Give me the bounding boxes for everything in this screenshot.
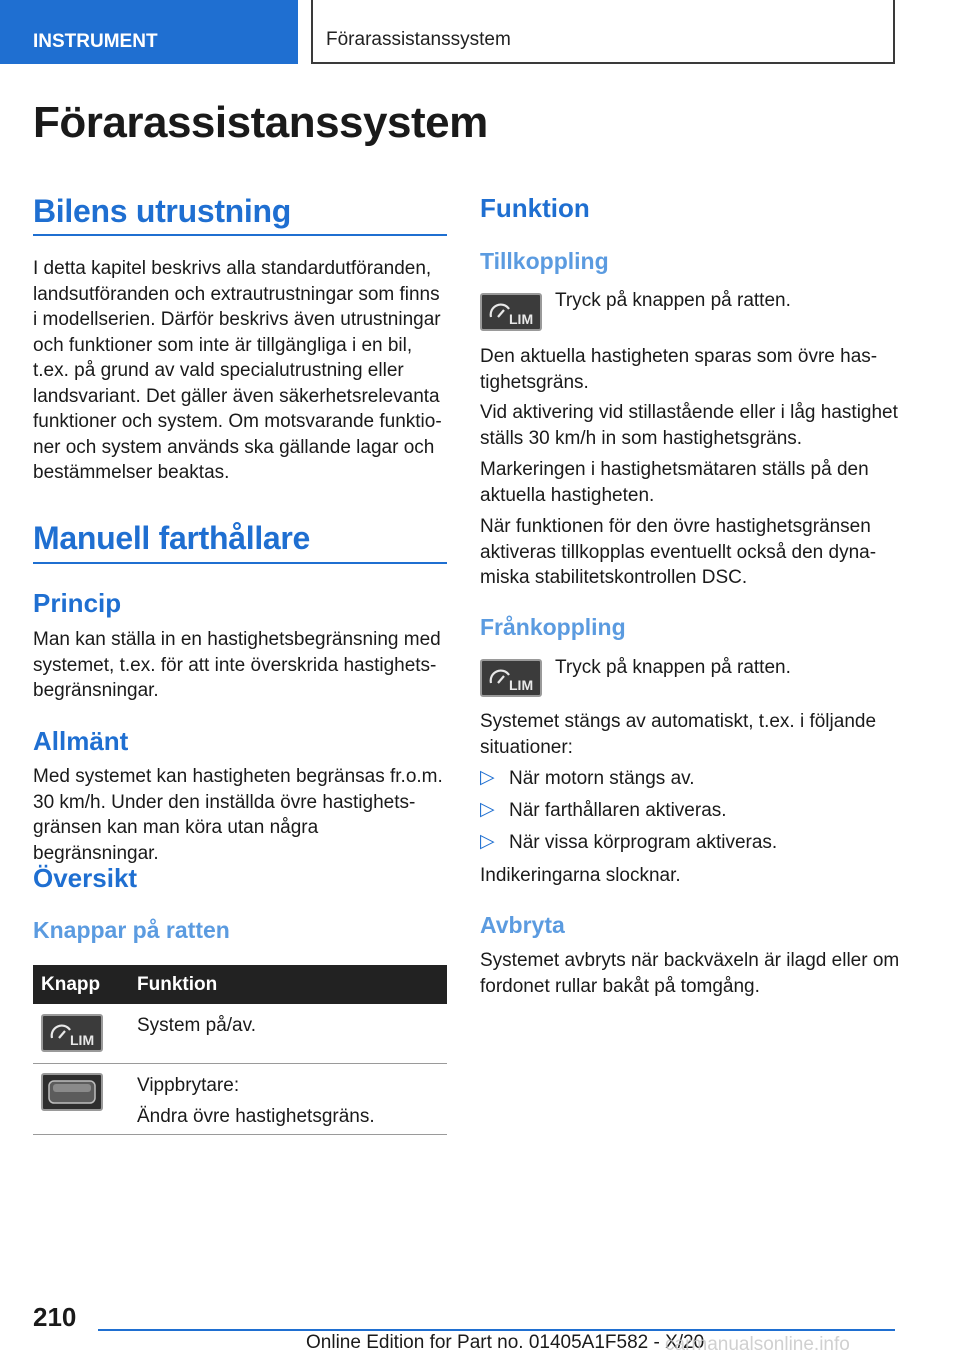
activation-paragraph: Den aktuella hastigheten sparas som övre has‐ tighetsgräns. [480,346,878,393]
section-divider [33,562,447,564]
principle-heading: Princip [33,588,122,618]
activation-heading: Tillkoppling [480,248,609,274]
cancel-paragraph: Systemet avbryts när backväxeln är ilagd eller om fordonet rullar bakåt på tomgång. [480,950,900,997]
function-heading: Funktion [480,193,590,223]
general-paragraph: Med systemet kan hastigheten begränsas fr.o.m. 30 km/h. Under den inställda övre hastighets‐ gränsen kan man köra utan några begränsningar. [33,766,443,864]
page-title: Förarassistanssystem [33,98,488,147]
triangle-bullet-icon: ▷ [480,831,495,852]
row-divider [33,1063,447,1064]
triangle-bullet-icon: ▷ [480,799,495,820]
triangle-bullet-icon: ▷ [480,767,495,788]
deactivation-press-text: Tryck på knappen på ratten. [555,657,791,678]
marker-paragraph: Markeringen i hastighetsmätaren ställs på den aktuella hastigheten. [480,459,869,506]
edition-text: Online Edition for Part no. 01405A1F582 - X/20 [306,1332,705,1353]
equipment-paragraph: I detta kapitel beskrivs alla standardutföranden, landsutföranden och extrautrustningar som finns i modellserien. Därför beskrivs även utrustningar och funktioner som inte är tillgängliga i en bil, t.ex. på grund av vald specialutrustning eller landsvariant. Det gäller även säkerhetsrelevanta funktioner och system. Om motsvarande funktio‐ ner och system används ska gällande lagar och bestämmelser beaktas. [33,258,442,483]
equipment-heading: Bilens utrustning [33,193,292,229]
section-tab[interactable]: INSTRUMENT [0,0,298,64]
overview-heading: Översikt [33,863,138,893]
table-row-function: Ändra övre hastighetsgräns. [137,1106,375,1127]
section-divider [33,234,447,236]
cruise-heading: Manuell farthållare [33,520,311,556]
activation-press-text: Tryck på knappen på ratten. [555,290,791,311]
svg-text:LIM: LIM [70,1032,95,1048]
svg-text:LIM: LIM [509,311,534,327]
table-row-function: Vippbrytare: [137,1075,240,1096]
page-number: 210 [33,1302,77,1332]
speed-limiter-icon [480,659,542,697]
speed-limiter-icon [41,1014,103,1052]
table-row-function: System på/av. [137,1015,256,1036]
buttons-heading: Knappar på ratten [33,917,230,943]
auto-off-paragraph: Systemet stängs av automatiskt, t.ex. i följande situationer: [480,711,877,758]
svg-text:LIM: LIM [509,677,534,693]
column-header-button: Knapp [41,974,101,995]
indicators-text: Indikeringarna slocknar. [480,865,681,886]
chapter-title: Förarassistanssystem [311,0,895,64]
general-heading: Allmänt [33,726,129,756]
watermark: carmanualsonline.info [665,1334,850,1355]
standstill-paragraph: Vid aktivering vid stillastående eller i låg hastighet ställs 30 km/h in som hastighetsgräns. [480,402,898,449]
column-header-function: Funktion [137,974,218,995]
speed-limiter-icon [480,293,542,331]
deactivation-heading: Frånkoppling [480,614,626,640]
table-header [33,965,447,1004]
dsc-paragraph: När funktionen för den övre hastighetsgränsen aktiveras tillkopplas eventuellt också den dyna‐ miska stabilitetskontrollen DSC. [480,516,877,588]
rocker-switch-icon [41,1073,103,1111]
row-divider [33,1134,447,1135]
footer-divider [98,1329,895,1331]
principle-paragraph: Man kan ställa in en hastighetsbegränsning med systemet, t.ex. för att inte överskrida hastighets‐ begränsningar. [33,629,441,701]
cancel-heading: Avbryta [480,912,565,938]
